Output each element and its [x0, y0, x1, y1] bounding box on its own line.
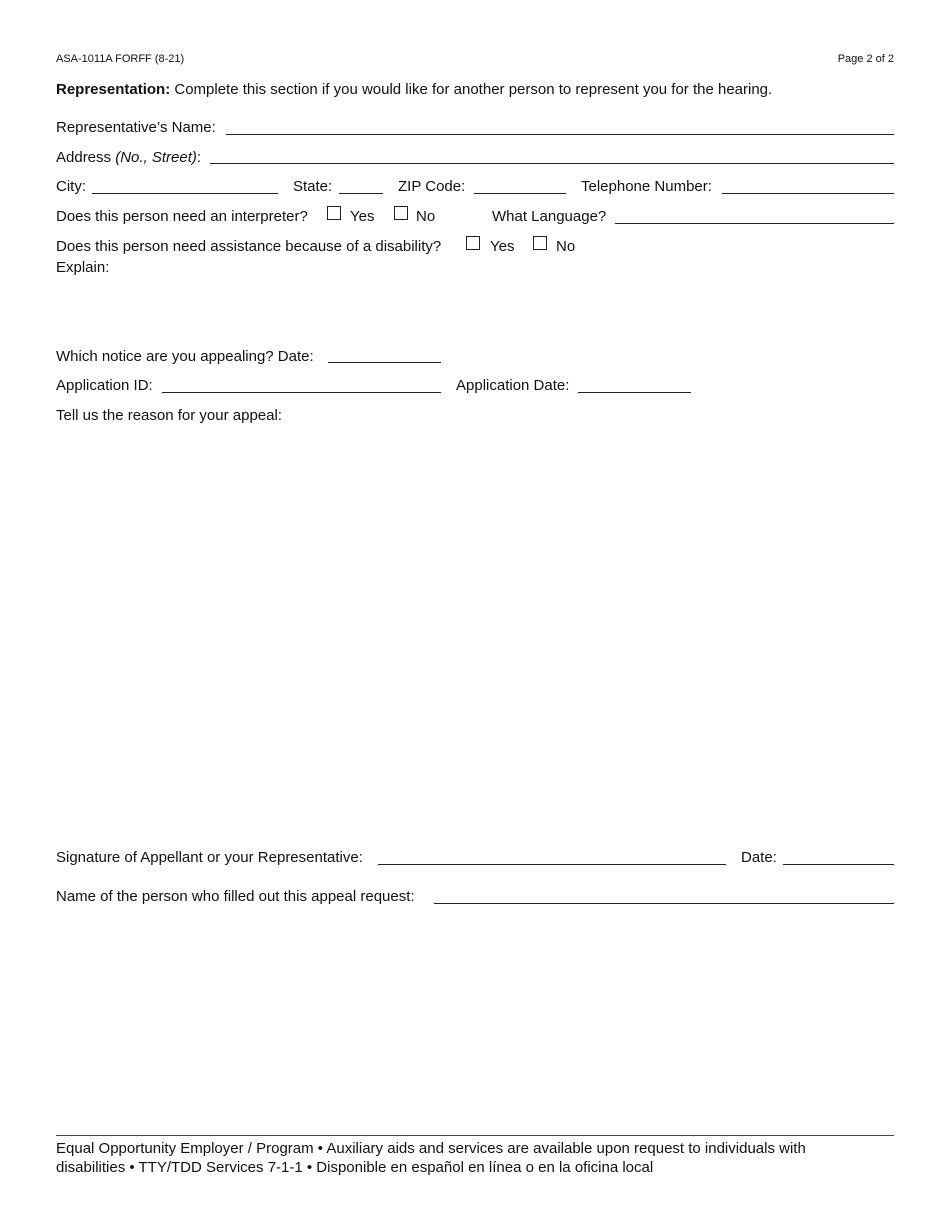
notice-label: Which notice are you appealing? Date:	[56, 348, 314, 365]
disability-yes-checkbox[interactable]	[466, 236, 480, 250]
app-id-field[interactable]	[162, 392, 441, 393]
language-field[interactable]	[615, 223, 894, 224]
filled-by-label: Name of the person who filled out this appeal request:	[56, 888, 415, 905]
state-field[interactable]	[339, 193, 383, 194]
footer-line-1: Equal Opportunity Employer / Program • Auxiliary aids and services are available upon request to individuals with	[56, 1140, 806, 1157]
representation-intro	[56, 81, 772, 98]
address-label-group	[56, 149, 201, 166]
language-label: What Language?	[492, 208, 607, 225]
address-colon: :	[196, 149, 202, 166]
signature-field[interactable]	[378, 864, 726, 865]
disability-no-label: No	[556, 238, 576, 255]
page-number: Page 2 of 2	[837, 53, 894, 65]
disability-no-checkbox[interactable]	[533, 236, 547, 250]
zip-field[interactable]	[474, 193, 566, 194]
filled-by-field[interactable]	[434, 903, 894, 904]
interpreter-question: Does this person need an interpreter?	[56, 208, 308, 225]
phone-label: Telephone Number:	[581, 178, 712, 195]
explain-label: Explain:	[56, 259, 110, 276]
address-field[interactable]	[210, 163, 894, 164]
state-label: State:	[293, 178, 333, 195]
signature-label: Signature of Appellant or your Representative:	[56, 849, 363, 866]
representation-heading: Representation:	[56, 81, 171, 98]
interpreter-yes-checkbox[interactable]	[327, 206, 341, 220]
explain-area[interactable]	[56, 278, 894, 338]
representation-instruction: Complete this section if you would like for another person to represent you for the hearing.	[174, 81, 773, 98]
reason-label: Tell us the reason for your appeal:	[56, 407, 282, 424]
app-id-label: Application ID:	[56, 377, 153, 394]
interpreter-no-checkbox[interactable]	[394, 206, 408, 220]
interpreter-yes-label: Yes	[350, 208, 375, 225]
city-label: City:	[56, 178, 86, 195]
app-date-field[interactable]	[578, 392, 691, 393]
notice-date-field[interactable]	[328, 362, 441, 363]
address-hint: (No., Street)	[115, 149, 197, 166]
app-date-label: Application Date:	[456, 377, 570, 394]
form-id: ASA-1011A FORFF (8-21)	[56, 53, 185, 65]
interpreter-no-label: No	[416, 208, 436, 225]
disability-question: Does this person need assistance because of a disability?	[56, 238, 442, 255]
city-field[interactable]	[92, 193, 278, 194]
zip-label: ZIP Code:	[398, 178, 466, 195]
address-label: Address	[56, 149, 112, 166]
phone-field[interactable]	[722, 193, 894, 194]
footer-divider	[56, 1135, 894, 1136]
reason-area[interactable]	[56, 428, 894, 828]
rep-name-field[interactable]	[226, 134, 894, 135]
rep-name-label: Representative’s Name:	[56, 119, 216, 136]
disability-yes-label: Yes	[490, 238, 515, 255]
signature-date-label: Date:	[741, 849, 777, 866]
signature-date-field[interactable]	[783, 864, 894, 865]
footer-line-2: disabilities • TTY/TDD Services 7-1-1 • Disponible en español en línea o en la oficina local	[56, 1159, 654, 1176]
